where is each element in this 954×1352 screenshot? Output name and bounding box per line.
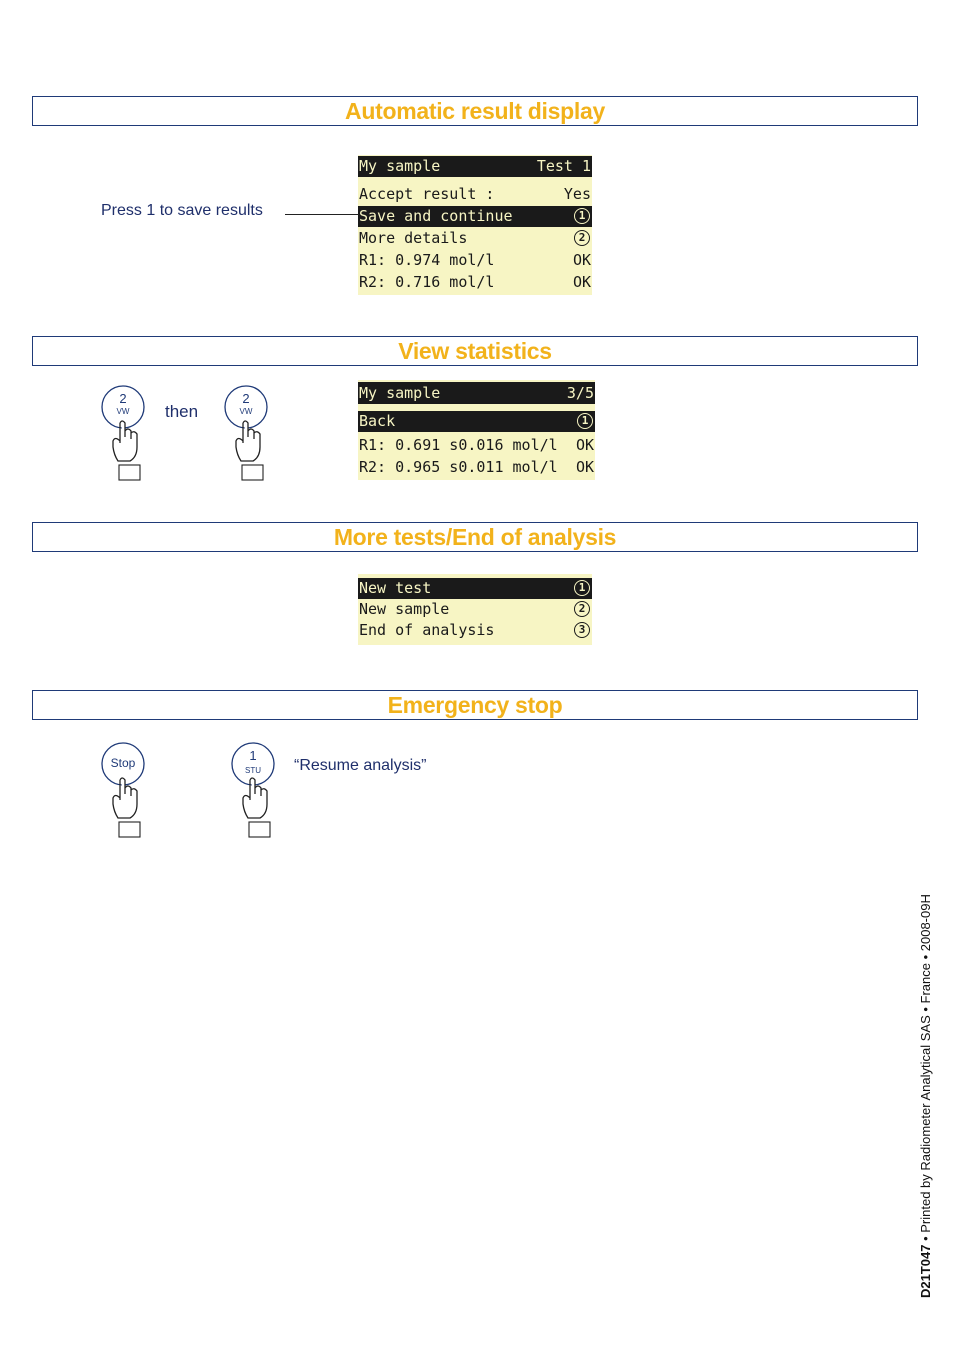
lcd-screen-auto-result — [358, 155, 592, 295]
key-number: 1 — [249, 748, 257, 763]
section-header-emergency-stop — [32, 690, 918, 720]
section-header-automatic-result-display — [32, 96, 918, 126]
key-1-icon: 1 — [574, 580, 590, 596]
key-3-icon: 3 — [574, 622, 590, 638]
stop-key-label: Stop — [110, 756, 136, 770]
key-1-icon: 1 — [574, 208, 590, 224]
lcd-row-new-sample: New sample 2 — [358, 599, 592, 620]
leader-line — [285, 214, 359, 215]
print-footer — [918, 894, 933, 1298]
lcd-row-r2: R2: 0.965 s0.011 mol/l OK — [359, 458, 594, 476]
resume-analysis-label: “Resume analysis” — [294, 757, 427, 774]
lcd-screen-statistics — [358, 380, 595, 480]
section-title: View statistics — [398, 338, 552, 364]
section-title: More tests/End of analysis — [333, 524, 617, 550]
keypad-key-2-first[interactable] — [100, 385, 160, 485]
lcd-row-r1: R1: 0.974 mol/l OK — [359, 251, 591, 269]
lcd-row-back: Back 1 — [358, 411, 595, 432]
key-letters: STU — [245, 766, 261, 775]
section-header-view-statistics — [32, 336, 918, 366]
lcd-row-r2: R2: 0.716 mol/l OK — [359, 273, 591, 291]
key-letters: VW — [239, 407, 253, 416]
keypad-key-1[interactable] — [230, 742, 290, 842]
lcd-screen-more-tests — [358, 574, 592, 645]
lcd-row-new-test: New test 1 — [358, 578, 592, 599]
stop-key[interactable] — [100, 742, 160, 842]
save-results-annotation: Press 1 to save results — [101, 202, 263, 219]
section-header-more-tests — [32, 522, 918, 552]
lcd-header-row: My sample 3/5 — [359, 384, 594, 402]
lcd-row-accept-result: Accept result : Yes — [359, 185, 591, 203]
key-2-icon: 2 — [574, 230, 590, 246]
keypad-key-2-second[interactable] — [223, 385, 283, 485]
lcd-row-end-of-analysis: End of analysis 3 — [358, 620, 592, 641]
key-number: 2 — [242, 391, 250, 406]
key-2-icon: 2 — [574, 601, 590, 617]
section-title: Emergency stop — [387, 692, 563, 718]
key-letters: VW — [116, 407, 130, 416]
document-code: D21T047 — [918, 1244, 933, 1298]
lcd-header-row: My sample Test 1 — [359, 157, 591, 175]
key-1-icon: 1 — [577, 413, 593, 429]
section-title: Automatic result display — [345, 98, 605, 124]
then-label: then — [165, 402, 199, 421]
key-number: 2 — [119, 391, 127, 406]
lcd-row-r1: R1: 0.691 s0.016 mol/l OK — [359, 436, 594, 454]
printer-info: • Printed by Radiometer Analytical SAS • France • 2008-09H — [918, 894, 933, 1245]
lcd-row-save-and-continue: Save and continue 1 — [358, 206, 592, 227]
lcd-row-more-details: More details 2 — [358, 228, 592, 249]
